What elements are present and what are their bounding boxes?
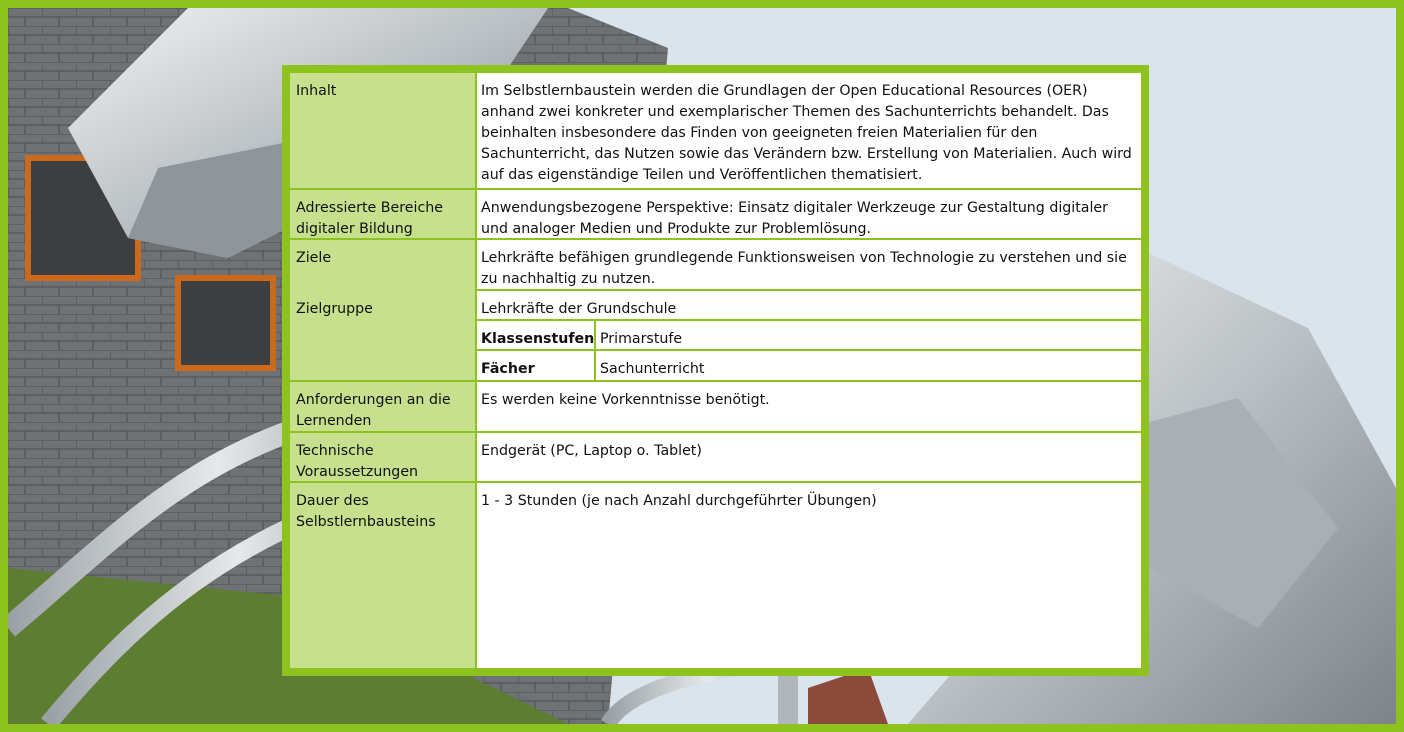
value-technik: Endgerät (PC, Laptop o. Tablet) — [477, 433, 1141, 481]
label-technik: Technische Voraussetzungen — [290, 433, 475, 481]
info-table — [290, 73, 1141, 668]
value-klassenstufen: Primarstufe — [596, 321, 1141, 349]
label-dauer: Dauer des Selbstlernbausteins — [290, 483, 475, 668]
label-klassenstufen: Klassenstufen — [477, 321, 594, 349]
label-zielgruppe: Zielgruppe — [296, 301, 373, 317]
value-ziele: Lehrkräfte befähigen grundlegende Funktionsweisen von Technologie zu verstehen und sie zu nachhaltig zu nutzen. — [477, 240, 1141, 289]
value-dauer: 1 - 3 Stunden (je nach Anzahl durchgeführter Übungen) — [477, 483, 1141, 668]
column-divider — [594, 321, 596, 380]
value-bereiche: Anwendungsbezogene Perspektive: Einsatz digitaler Werkzeuge zur Gestaltung digitaler und analoger Medien und Produkte zur Problemlösung. — [477, 190, 1141, 238]
value-anforderungen: Es werden keine Vorkenntnisse benötigt. — [477, 382, 1141, 431]
label-anforderungen: Anforderungen an die Lernenden — [290, 382, 475, 431]
info-table-card — [282, 65, 1149, 676]
label-ziele-group — [290, 240, 475, 380]
value-inhalt: Im Selbstlernbaustein werden die Grundlagen der Open Educational Resources (OER) anhand zwei konkreter und exemplarischer Themen des Sachunterrichts behandelt. Das beinhalten insbesondere das Finden von geeigneten freien Materialien für den Sachunterricht, das Nutzen sowie das Verändern bzw. Erstellung von Materialien. Auch wird auf das eigenständige Teilen und Veröffentlichen thematisiert. — [477, 73, 1141, 188]
label-inhalt: Inhalt — [290, 73, 475, 188]
label-ziele: Ziele — [296, 250, 332, 266]
value-faecher: Sachunterricht — [596, 351, 1141, 380]
label-faecher: Fächer — [477, 351, 594, 380]
column-divider — [475, 73, 477, 668]
value-zielgruppe: Lehrkräfte der Grundschule — [477, 291, 1141, 319]
label-bereiche: Adressierte Bereiche digitaler Bildung — [290, 190, 475, 238]
